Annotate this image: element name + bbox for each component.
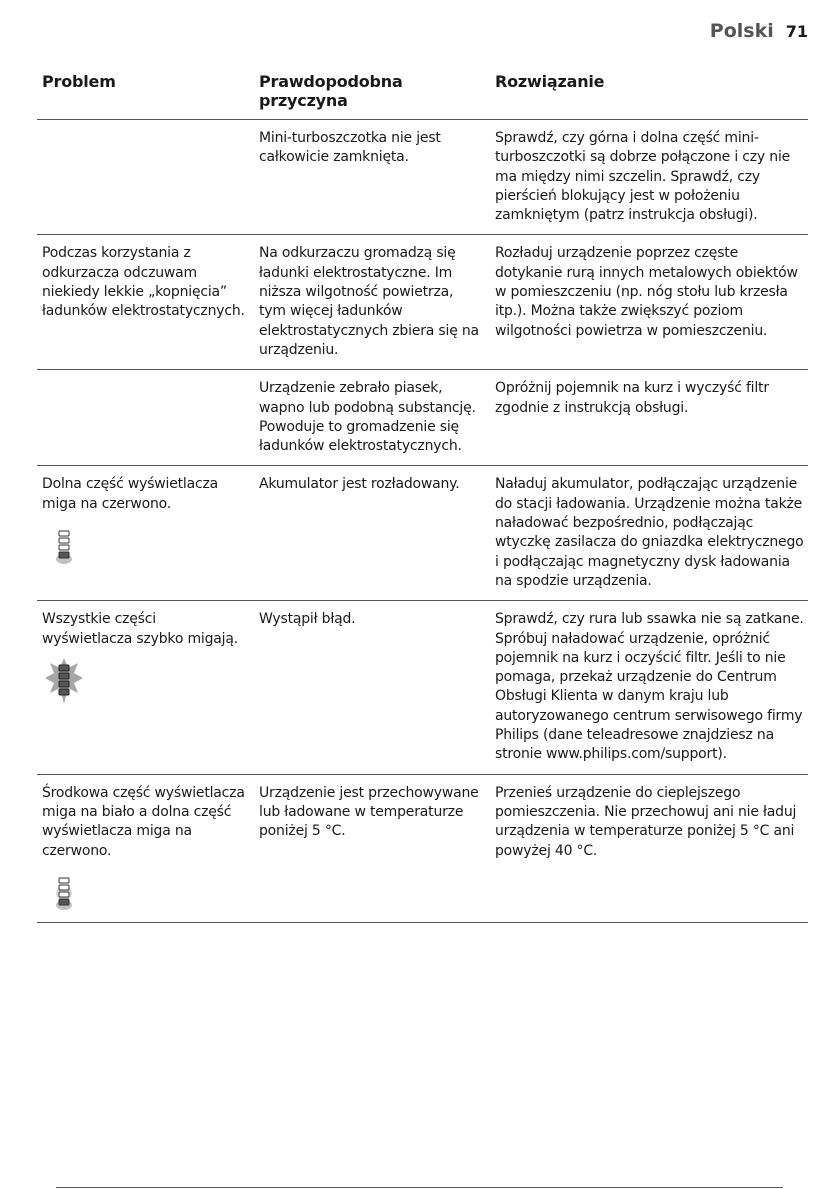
cause-cell: Akumulator jest rozładowany. [259,476,460,493]
cause-cell: Urządzenie zebrało piasek, wapno lub podobną substancję. Powoduje to gromadzenie się ładunków elektrostatycznych. [259,380,476,455]
cause-cell: Na odkurzaczu gromadzą się ładunki elektrostatyczne. Im niższa wilgotność powietrza, tym więcej ładunków elektrostatycznych zbiera się na urządzeniu. [259,245,479,358]
solution-cell: Naładuj akumulator, podłączając urządzenie do stacji ładowania. Urządzenie można także naładować bezpośrednio, podłączając wtyczkę zasilacza do gniazdka elektrycznego i podłączając magnetyczny dysk ładowania na spodzie urządzenia. [495,476,804,589]
header-cause: Prawdopodobna przyczyna [259,72,403,110]
cause-cell: Wystąpił błąd. [259,611,356,628]
table-header-row [37,72,808,120]
problem-text: Dolna część wyświetlacza miga na czerwono. [42,476,219,512]
solution-cell: Sprawdź, czy rura lub ssawka nie są zatkane. Spróbuj naładować urządzenie, opróżnić pojemnik na kurz i oczyścić filtr. Jeśli to nie pomaga, przekaż urządzenie do Centrum Obsługi Klienta w danym kraju lub autoryzowanego centrum serwisowego firmy Philips (dane teleadresowe znajdziesz na stronie www.philips.com/support). [495,611,804,763]
problem-text: Środkowa część wyświetlacza miga na biało a dolna część wyświetlacza miga na czerwono. [42,784,245,859]
solution-cell: Sprawdź, czy górna i dolna część mini-turboszczotki są dobrze połączone i czy nie ma między nimi szczelin. Sprawdź, czy pierścień blokujący jest w położeniu zamkniętym (patrz instrukcja obsługi). [495,130,791,224]
header-problem: Problem [42,72,116,91]
problem-text: Wszystkie części wyświetlacza szybko migają. [42,611,238,647]
table-row [37,370,808,466]
problem-cell [37,610,254,764]
footer-divider [56,1187,783,1188]
table-row [37,775,808,923]
solution-cell: Przenieś urządzenie do cieplejszego pomieszczenia. Nie przechowuj ani nie ładuj urządzenia w temperaturze poniżej 5 °C ani powyżej 40 °C. [495,784,797,859]
language-label: Polski [709,20,774,42]
page-number: 71 [785,22,808,41]
battery-all-segments-flashing-icon [44,657,84,705]
solution-cell: Opróżnij pojemnik na kurz i wyczyść filtr zgodnie z instrukcją obsługi. [495,380,769,416]
problem-cell [37,129,254,225]
cause-cell: Urządzenie jest przechowywane lub ładowane w temperaturze poniżej 5 °C. [259,784,479,840]
page-header [710,20,808,42]
battery-bottom-segment-flashing-icon [54,530,74,566]
problem-cell [37,475,254,591]
problem-cell: Podczas korzystania z odkurzacza odczuwam niekiedy lekkie „kopnięcia” ładunków elektrostatycznych. [42,245,245,320]
table-row [37,466,808,601]
solution-cell: Rozładuj urządzenie poprzez częste dotykanie rurą innych metalowych obiektów w pomieszczeniu (np. nóg stołu lub krzesła itp.). Można także zwiększyć poziom wilgotności powietrza w pomieszczeniu. [495,245,798,339]
battery-middle-white-bottom-red-flashing-icon [54,877,74,913]
table-row [37,601,808,774]
problem-cell [37,784,254,913]
table-row [37,120,808,235]
table-row [37,235,808,370]
header-solution: Rozwiązanie [495,72,605,91]
problem-cell [37,379,254,456]
cause-cell: Mini-turboszczotka nie jest całkowicie zamknięta. [259,130,441,166]
troubleshooting-table [37,72,808,923]
